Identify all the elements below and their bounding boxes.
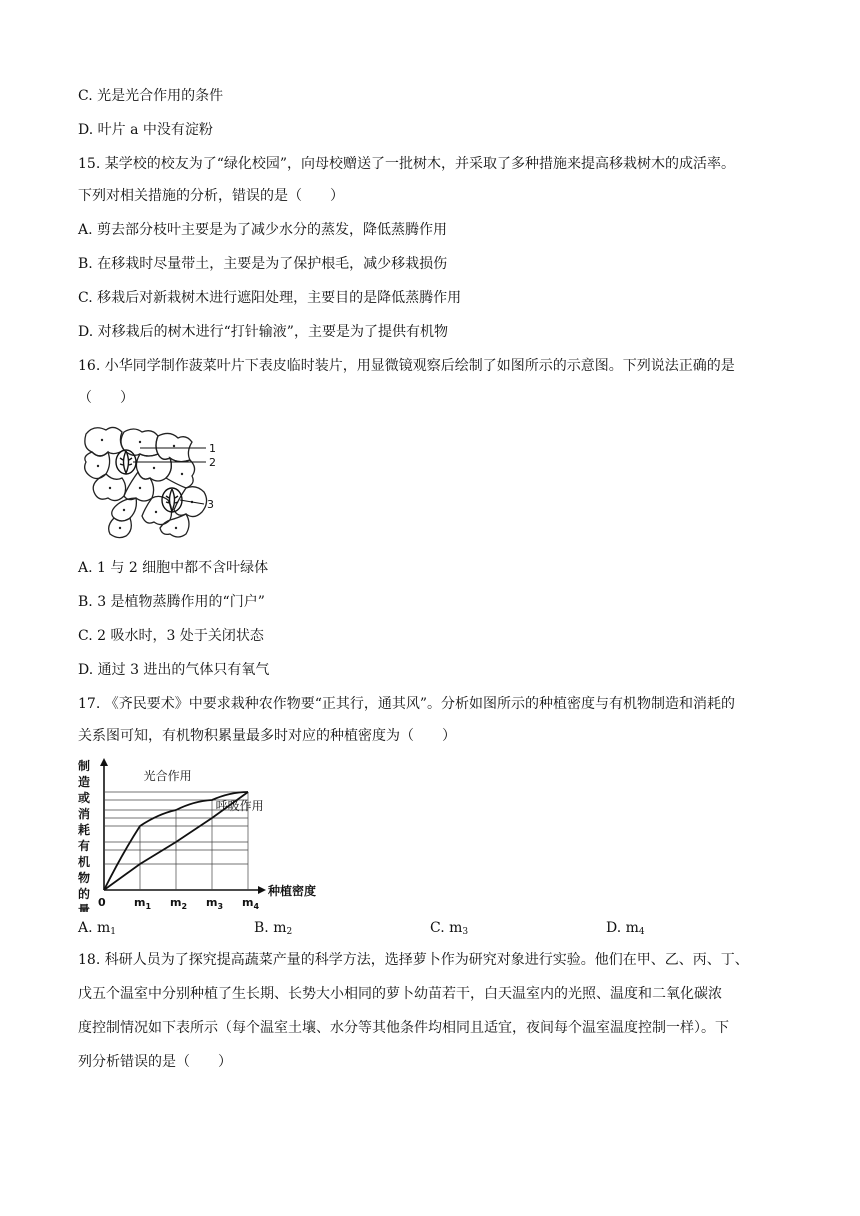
q15-option-c: C. 移栽后对新栽树木进行遮阳处理，主要目的是降低蒸腾作用 bbox=[78, 290, 462, 306]
label-3: 3 bbox=[207, 498, 214, 511]
q18-stem-line3: 度控制情况如下表所示（每个温室土壤、水分等其他条件均相同且适宜，夜间每个温室温度控制一样）。下 bbox=[78, 1020, 729, 1036]
q15-option-b: B. 在移栽时尽量带土，主要是为了保护根毛，减少移栽损伤 bbox=[78, 256, 448, 272]
q14-option-d: D. 叶片 a 中没有淀粉 bbox=[78, 122, 213, 138]
y-axis-label-char: 或 bbox=[78, 791, 91, 805]
x-tick-label: $m_2$ bbox=[170, 896, 188, 911]
q15-option-d: D. 对移栽后的树木进行“打针输液”，主要是为了提供有机物 bbox=[78, 324, 448, 340]
y-axis-label-char: 消 bbox=[78, 807, 91, 821]
q16-option-a: A. 1 与 2 细胞中都不含叶绿体 bbox=[78, 560, 269, 576]
q16-stem: 16. 小华同学制作菠菜叶片下表皮临时装片，用显微镜观察后绘制了如图所示的示意图。下列说法正确的是 bbox=[78, 358, 735, 374]
y-axis-arrow bbox=[100, 758, 108, 766]
x-axis-arrow bbox=[258, 886, 266, 894]
x-tick-label: $m_3$ bbox=[206, 896, 224, 911]
y-axis-label-char: 耗 bbox=[78, 823, 91, 837]
y-axis-label-char: 造 bbox=[78, 775, 91, 789]
q16-option-d: D. 通过 3 进出的气体只有氧气 bbox=[78, 662, 270, 678]
y-axis-label-char: 制 bbox=[78, 759, 91, 773]
q17-option-c: C. $m_3$ bbox=[430, 920, 469, 937]
density-chart bbox=[76, 756, 326, 912]
x-tick-label: $m_1$ bbox=[134, 896, 152, 911]
q18-stem-line1: 18. 科研人员为了探究提高蔬菜产量的科学方法，选择萝卜作为研究对象进行实验。他们在甲、乙、丙、丁、 bbox=[78, 952, 749, 968]
series-label-photosynthesis: 光合作用 bbox=[143, 769, 192, 783]
q17-option-a: A. $m_1$ bbox=[78, 920, 117, 937]
y-axis-label-char: 有 bbox=[78, 839, 91, 853]
q17-option-b: B. $m_2$ bbox=[254, 920, 293, 937]
x-axis-label: 种植密度 bbox=[268, 884, 317, 898]
q17-option-d: D. $m_4$ bbox=[606, 920, 645, 937]
series-label-respiration: 呼吸作用 bbox=[215, 799, 264, 813]
q16-option-b: B. 3 是植物蒸腾作用的“门户” bbox=[78, 594, 265, 610]
q18-stem-line2: 戊五个温室中分别种植了生长期、长势大小相同的萝卜幼苗若干，白天温室内的光照、温度和二氧化碳浓 bbox=[78, 986, 722, 1002]
epidermis-cell-diagram bbox=[78, 424, 228, 542]
y-axis-label-char: 物 bbox=[78, 871, 91, 885]
y-axis-label bbox=[78, 758, 90, 912]
label-1: 1 bbox=[209, 442, 216, 455]
q15-stem-cont: 下列对相关措施的分析，错误的是（ ） bbox=[78, 188, 344, 204]
y-axis-label-char: 机 bbox=[78, 855, 91, 869]
y-axis-label-char: 的 bbox=[78, 887, 91, 901]
origin-label: 0 bbox=[98, 896, 106, 909]
x-tick-label: $m_4$ bbox=[242, 896, 260, 911]
q17-stem-cont: 关系图可知，有机物积累量最多时对应的种植密度为（ ） bbox=[78, 728, 456, 744]
q15-option-a: A. 剪去部分枝叶主要是为了减少水分的蒸发，降低蒸腾作用 bbox=[78, 222, 448, 238]
q17-stem: 17. 《齐民要术》中要求栽种农作物要“正其行，通其风”。分析如图所示的种植密度与有机物制造和消耗的 bbox=[78, 696, 736, 712]
label-2: 2 bbox=[209, 456, 216, 469]
q14-option-c: C. 光是光合作用的条件 bbox=[78, 88, 224, 104]
y-axis-label-char: 量 bbox=[78, 903, 91, 912]
q15-stem: 15. 某学校的校友为了“绿化校园”，向母校赠送了一批树木，并采取了多种措施来提高移栽树木的成活率。 bbox=[78, 156, 736, 172]
q16-option-c: C. 2 吸水时，3 处于关闭状态 bbox=[78, 628, 264, 644]
q18-stem-line4: 列分析错误的是（ ） bbox=[78, 1054, 232, 1070]
q16-stem-cont: （ ） bbox=[78, 390, 134, 406]
